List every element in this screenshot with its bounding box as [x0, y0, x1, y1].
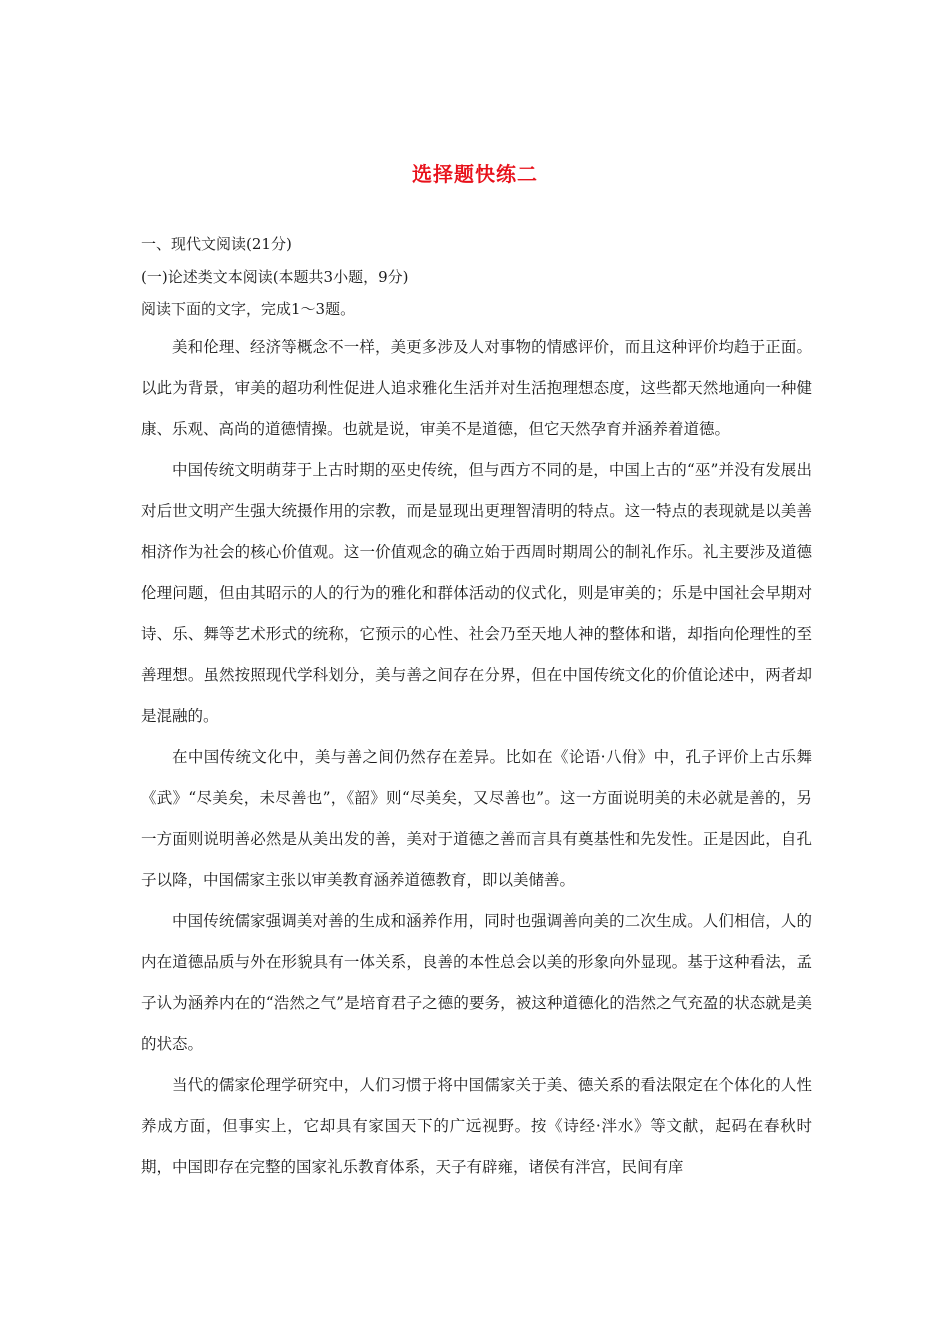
passage-paragraph: 在中国传统文化中，美与善之间仍然存在差异。比如在《论语·八佾》中，孔子评价上古乐舞《武》“尽美矣，未尽善也”，《韶》则“尽美矣，又尽善也”。这一方面说明美的未必就是善的，另一方面则说明善必然是从美出发的善，美对于道德之善而言具有奠基性和先发性。正是因此，自孔子以降，中国儒家主张以审美教育涵养道德教育，即以美储善。: [141, 748, 812, 889]
section-heading: 一、现代文阅读(21分): [141, 235, 292, 253]
passage-paragraph: 中国传统儒家强调美对善的生成和涵养作用，同时也强调善向美的二次生成。人们相信，人的内在道德品质与外在形貌具有一体关系，良善的本性总会以美的形象向外显现。基于这种看法，孟子认为涵养内在的“浩然之气”是培育君子之德的要务，被这种道德化的浩然之气充盈的状态就是美的状态。: [141, 912, 812, 1053]
passage-paragraph: 美和伦理、经济等概念不一样，美更多涉及人对事物的情感评价，而且这种评价均趋于正面。以此为背景，审美的超功利性促进人追求雅化生活并对生活抱理想态度，这些都天然地通向一种健康、乐观、高尚的道德情操。也就是说，审美不是道德，但它天然孕育并涵养着道德。: [141, 338, 812, 438]
document-title: 选择题快练二: [412, 162, 538, 186]
passage-paragraph: 当代的儒家伦理学研究中，人们习惯于将中国儒家关于美、德关系的看法限定在个体化的人性养成方面，但事实上，它却具有家国天下的广远视野。按《诗经·泮水》等文献，起码在春秋时期，中国即存在完整的国家礼乐教育体系，天子有辟雍，诸侯有泮宫，民间有庠: [141, 1076, 812, 1176]
subsection-heading: (一)论述类文本阅读(本题共3小题，9分): [141, 268, 409, 286]
passage-paragraph: 中国传统文明萌芽于上古时期的巫史传统，但与西方不同的是，中国上古的“巫”并没有发展出对后世文明产生强大统摄作用的宗教，而是显现出更理智清明的特点。这一特点的表现就是以美善相济作为社会的核心价值观。这一价值观念的确立始于西周时期周公的制礼作乐。礼主要涉及道德伦理问题，但由其昭示的人的行为的雅化和群体活动的仪式化，则是审美的；乐是中国社会早期对诗、乐、舞等艺术形式的统称，它预示的心性、社会乃至天地人神的整体和谐，却指向伦理性的至善理想。虽然按照现代学科划分，美与善之间存在分界，但在中国传统文化的价值论述中，两者却是混融的。: [141, 461, 812, 725]
passage-body: [141, 327, 812, 1188]
reading-instruction: 阅读下面的文字，完成1～3题。: [141, 300, 356, 318]
